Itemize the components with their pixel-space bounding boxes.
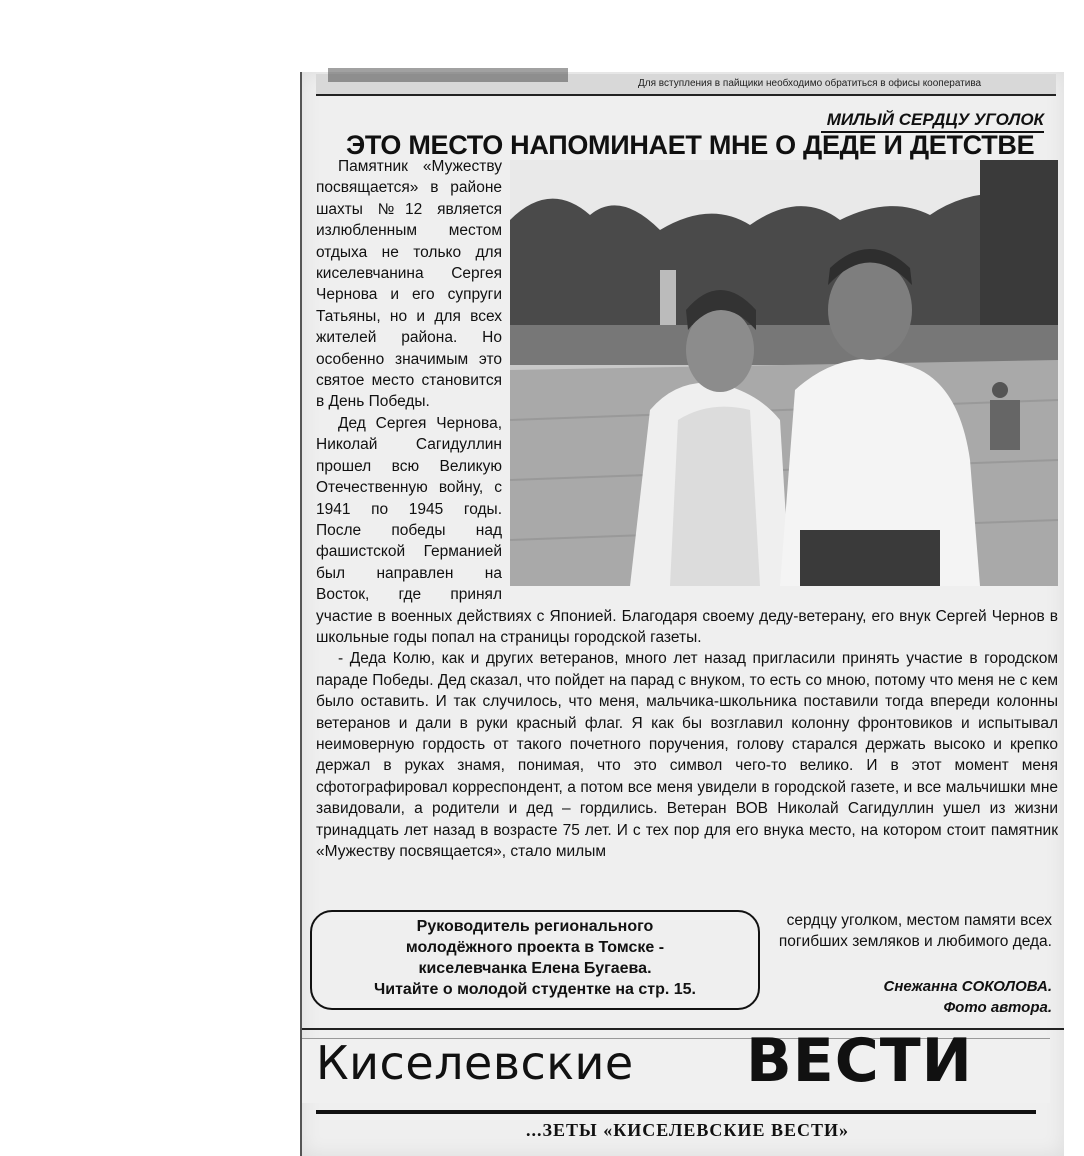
top-banner: [316, 74, 1056, 96]
phone-number-fragment: [328, 68, 568, 82]
article-body: [316, 156, 1058, 976]
photo-credit: Фото автора.: [943, 999, 1052, 1016]
callout-line: киселевчанка Елена Бугаева.: [418, 960, 652, 977]
newspaper-clipping: [300, 72, 1064, 1156]
photo-couple-at-memorial: [510, 160, 1058, 586]
newspaper-masthead: [302, 1028, 1064, 1140]
masthead-rule: [316, 1110, 1036, 1114]
rubric-label: МИЛЫЙ СЕРДЦУ УГОЛОК: [821, 110, 1044, 133]
article-headline: ЭТО МЕСТО НАПОМИНАЕТ МНЕ О ДЕДЕ И ДЕТСТВЕ: [346, 130, 1035, 160]
callout-line: Читайте о молодой студентке на стр. 15.: [374, 981, 696, 998]
masthead-title-big: ВЕСТИ: [746, 1026, 973, 1096]
banner-notice: Для вступления в пайщики необходимо обратиться в офисы кооператива: [638, 78, 982, 89]
paragraph-3: - Деда Колю, как и других ветеранов, много лет назад пригласили принять участие в городском параде Победы. Дед сказал, что пойдет на парад с внуком, то есть со мною, потому что меня не с кем было оставить. И так случилось, что меня, мальчика-школьника поставили тогда впереди колонны ветеранов и дали в руки красный флаг. Я как бы возглавил колонну фронтовиков и испытывал неимоверную гордость от такого почетного поручения, голову старался держать высоко и крепко держал в руках знамя, понимая, что это символ чего-то велико. И в этот момент меня сфотографировал корреспондент, а потом все меня увидели в городской газете, и все мальчишки мне завидовали, а родители и дед – гордились. Ветеран ВОВ Николай Сагидуллин ушел из жизни тринадцать лет назад в возрасте 75 лет. И с тех пор для его внука место, на котором стоит памятник «Мужеству посвящается», стало милым: [316, 650, 1058, 860]
callout-line: Руководитель регионального: [416, 918, 654, 935]
author-name: Снежанна СОКОЛОВА.: [883, 978, 1052, 995]
masthead-subline: ...ЗЕТЫ «КИСЕЛЕВСКИЕ ВЕСТИ»: [526, 1120, 850, 1140]
article-closing-text: сердцу уголком, местом памяти всех погибших земляков и любимого деда.: [778, 912, 1052, 951]
paragraph-2: Дед Сергея Чернова, Николай Сагидуллин прошел всю Великую Отечественную войну, с 1941 по 1945 годы. После победы над фашистской Германией был направлен на Восток, где принял участие в военных действиях с Японией. Благодаря своему деду-ветерану, его внук Сергей Чернов в школьные годы попал на страницы городской газеты.: [316, 414, 1058, 646]
callout-line: молодёжного проекта в Томске -: [405, 939, 665, 956]
byline: [884, 976, 1052, 1018]
article-photo: [510, 160, 1058, 586]
promo-callout-box: [310, 910, 760, 1010]
masthead-title-small: Киселевские: [316, 1036, 634, 1090]
paragraph-1: Памятник «Мужеству посвящается» в районе шахты №12 является излюбленным местом отдыха не только для киселевчанина Сергея Чернова и его супруги Татьяны, но и для всех жителей района. Но особенно значимым это святое место становится в День Победы.: [316, 158, 502, 411]
